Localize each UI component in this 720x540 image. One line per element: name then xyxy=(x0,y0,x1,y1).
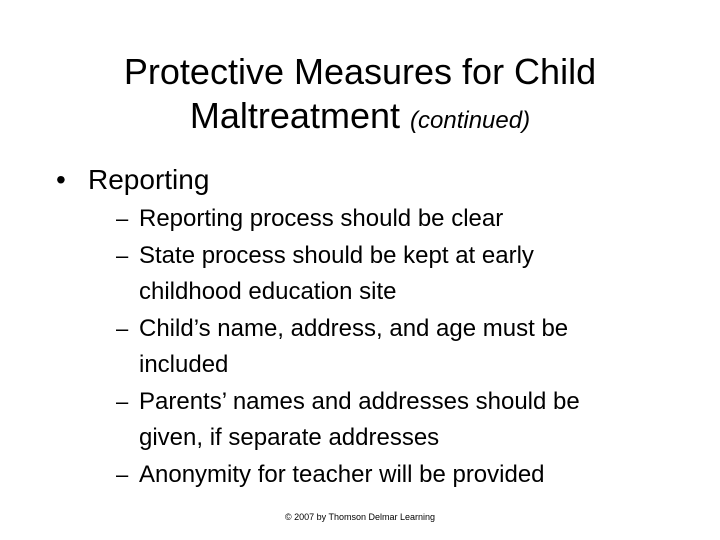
sub-list xyxy=(116,201,676,493)
sub-item-text: childhood education site xyxy=(139,278,397,305)
bullet-glyph: • xyxy=(56,164,66,195)
title-main: Maltreatment xyxy=(189,95,400,136)
sub-item xyxy=(116,384,676,457)
sub-item-text: given, if separate addresses xyxy=(139,424,440,451)
title-line-2 xyxy=(40,94,680,143)
bullet-list xyxy=(56,163,676,493)
dash-glyph: – xyxy=(116,315,129,341)
slide-title xyxy=(40,50,680,143)
bullet-label: Reporting xyxy=(88,164,210,195)
dash-glyph: – xyxy=(116,461,129,487)
sub-item-text: Child’s name, address, and age must be xyxy=(139,314,569,342)
sub-item-text: included xyxy=(139,351,229,378)
sub-item-text: Anonymity for teacher will be provided xyxy=(139,460,545,488)
sub-item xyxy=(116,457,676,494)
bullet-item-reporting xyxy=(56,163,676,197)
title-continued: (continued) xyxy=(410,107,531,134)
sub-item-text: State process should be kept at early xyxy=(139,241,534,269)
sub-item xyxy=(116,238,676,311)
dash-glyph: – xyxy=(116,388,129,414)
title-line-1: Protective Measures for Child xyxy=(123,51,597,92)
copyright-footer: © 2007 by Thomson Delmar Learning xyxy=(284,512,436,522)
sub-item xyxy=(116,311,676,384)
sub-item-text: Reporting process should be clear xyxy=(139,205,504,232)
sub-item-text: Parents’ names and addresses should be xyxy=(139,387,580,415)
dash-glyph: – xyxy=(116,206,129,231)
dash-glyph: – xyxy=(116,242,129,268)
sub-item xyxy=(116,201,676,238)
